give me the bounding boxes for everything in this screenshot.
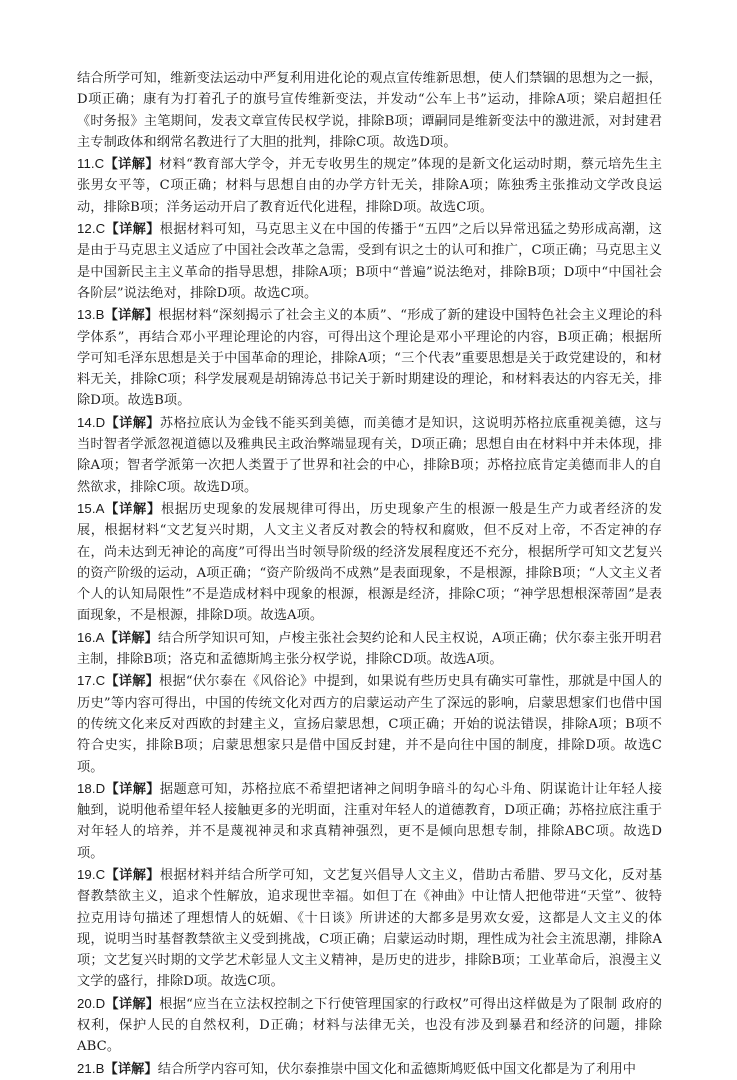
question-number: 19.C — [77, 866, 106, 882]
question-number: 21.B — [77, 1060, 105, 1076]
question-number: 13.B — [77, 307, 105, 323]
question-number: 17.C — [77, 673, 106, 689]
answer-paragraph — [77, 153, 662, 218]
continued-paragraph — [77, 68, 662, 153]
question-number: 14.D — [77, 414, 106, 430]
answer-paragraph — [77, 778, 662, 864]
detail-tag: 【详解】 — [104, 501, 161, 517]
detail-tag: 【详解】 — [104, 630, 159, 646]
question-number: 12.C — [77, 221, 106, 237]
question-number: 18.D — [77, 780, 106, 796]
detail-tag: 【详解】 — [105, 996, 160, 1012]
detail-tag: 【详解】 — [105, 674, 160, 690]
explanation-text: 根据历史现象的发展规律可得出，历史现象产生的根源一般是生产力或者经济的发展，根据材料“文艺复兴时期，人文主义者反对教会的特权和腐败，但不反对上帝，不否定神的存在，尚未达到无神论的高度”可得出当时领导阶级的经济发展程度还不充分，根据所学可知文艺复兴的资产阶级的运动，A项正确；“资产阶级尚不成熟”是表面现象，不是根源，排除B项；“人文主义者个人的认知局限性”不是造成材料中现象的根源，根源是经济，排除C项；“神学思想根深蒂固”是表面现象，不是根源，排除D项。故选A项。 — [77, 501, 662, 624]
explanation-text: 结合所学内容可知，伏尔泰推崇中国文化和孟德斯鸠贬低中国文化都是为了利用中 — [157, 1061, 637, 1077]
answer-paragraph — [77, 864, 662, 993]
explanation-text: 根据材料“深刻揭示了社会主义的本质”、“形成了新的建设中国特色社会主义理论的科学体系”，再结合邓小平理论理论的内容，可得出这个理论是邓小平理论的内容，B项正确；根据所学可知毛泽东思想是关于中国革命的理论，排除A项；“三个代表”重要思想是关于政党建设的，和材料无关，排除C项；科学发展观是胡锦涛总书记关于新时期建设的理论，和材料表达的内容无关，排除D项。故选B项。 — [77, 308, 663, 409]
detail-tag: 【详解】 — [105, 415, 160, 431]
detail-tag: 【详解】 — [104, 1061, 158, 1077]
detail-tag: 【详解】 — [104, 157, 159, 173]
answer-paragraph — [77, 218, 662, 304]
explanation-text: 据题意可知，苏格拉底不希望把诸神之间明争暗斗的勾心斗角、阴谋诡计让年轻人接触到，说明他希望年轻人接触更多的光明面，注重对年轻人的道德教育，D项正确；苏格拉底注重于对年轻人的培养，并不是蔑视神灵和求真精神强烈，更不是倾向思想专制，排除ABC项。故选D项。 — [77, 781, 662, 861]
detail-tag: 【详解】 — [105, 222, 160, 238]
explanation-text: 结合所学可知，维新变法运动中严复利用进化论的观点宣传维新思想，使人们禁锢的思想为之一振，D项正确；康有为打着孔子的旗号宣传维新变法，并发动“公车上书”运动，排除A项；梁启超担任《时务报》主笔期间，发表文章宣传民权学说，排除B项；谭嗣同是维新变法中的激进派，对封建君主专制政体和纲常名教进行了大胆的批判，排除C项。故选D项。 — [77, 71, 662, 150]
explanation-text: 苏格拉底认为金钱不能买到美德，而美德才是知识，这说明苏格拉底重视美德，这与当时智者学派忽视道德以及雅典民主政治弊端显现有关，D项正确；思想自由在材料中并未体现，排除A项；智者学派第一次把人类置于了世界和社会的中心，排除B项；苏格拉底肯定美德而非人的自然欲求，排除C项。故选D项。 — [77, 415, 662, 495]
explanation-text: 结合所学知识可知，卢梭主张社会契约论和人民主权说，A项正确；伏尔泰主张开明君主制，排除B项；洛克和孟德斯鸠主张分权学说，排除CD项。故选A项。 — [77, 630, 662, 668]
answer-paragraph — [77, 627, 662, 671]
question-number: 16.A — [77, 629, 105, 645]
question-number: 15.A — [77, 500, 105, 516]
answer-paragraph — [77, 993, 662, 1058]
answer-paragraph — [77, 1058, 662, 1080]
answer-paragraph — [77, 412, 662, 498]
answer-paragraph — [77, 670, 662, 777]
answer-explanations — [77, 68, 662, 1080]
detail-tag: 【详解】 — [105, 867, 160, 883]
explanation-text: 材料“教育部大学令，并无专收男生的规定”体现的是新文化运动时期，蔡元培先生主张男女平等，C项正确；材料与思想自由的办学方针无关，排除A项；陈独秀主张推动文学改良运动，排除B项；洋务运动开启了教育近代化进程，排除D项。故选C项。 — [77, 157, 663, 215]
explanation-text: 根据材料并结合所学可知，文艺复兴倡导人文主义，借助古希腊、罗马文化，反对基督教禁欲主义，追求个性解放，追求现世幸福。如但丁在《神曲》中让情人把他带进“天堂”、彼特拉克用诗句描述了理想情人的妩媚、《十日谈》所讲述的大都多是男欢女爱，这都是人文主义的体现，说明当时基督教禁欲主义受到挑战，C项正确；启蒙运动时期，理性成为社会主流思潮，排除A项；文艺复兴时期的文学艺术彰显人文主义精神，是历史的进步，排除B项；工业革命后，浪漫主义文学的盛行，排除D项。故选C项。 — [77, 867, 662, 990]
detail-tag: 【详解】 — [105, 781, 160, 797]
answer-paragraph — [77, 498, 662, 627]
explanation-text: 根据“伏尔泰在《风俗论》中提到，如果说有些历史具有确实可靠性，那就是中国人的历史”等内容可得出，中国的传统文化对西方的启蒙运动产生了深远的影响，启蒙思想家们也借中国的传统文化来反对西欧的封建主义，宣扬启蒙思想，C项正确；开始的说法错误，排除A项；B项不符合史实，排除B项；启蒙思想家只是借中国反封建，并不是向往中国的制度，排除D项。故选C项。 — [77, 674, 662, 775]
question-number: 20.D — [77, 995, 106, 1011]
question-number: 11.C — [77, 156, 105, 172]
detail-tag: 【详解】 — [104, 308, 159, 324]
explanation-text: 根据“应当在立法权控制之下行使管理国家的行政权”可得出这样做是为了限制 政府的权利，保护人民的自然权利，D正确；材料与法律无关，也没有涉及到暴君和经济的问题，排除ABC。 — [77, 996, 662, 1055]
explanation-text: 根据材料可知，马克思主义在中国的传播于“五四”之后以异常迅猛之势形成高潮，这是由于马克思主义适应了中国社会改革之急需，受到有识之士的认可和推广，C项正确；马克思主义是中国新民主主义革命的指导思想，排除A项；B项中“普遍”说法绝对，排除B项；D项中“中国社会各阶层”说法绝对，排除D项。故选C项。 — [77, 222, 662, 301]
answer-paragraph — [77, 304, 662, 411]
